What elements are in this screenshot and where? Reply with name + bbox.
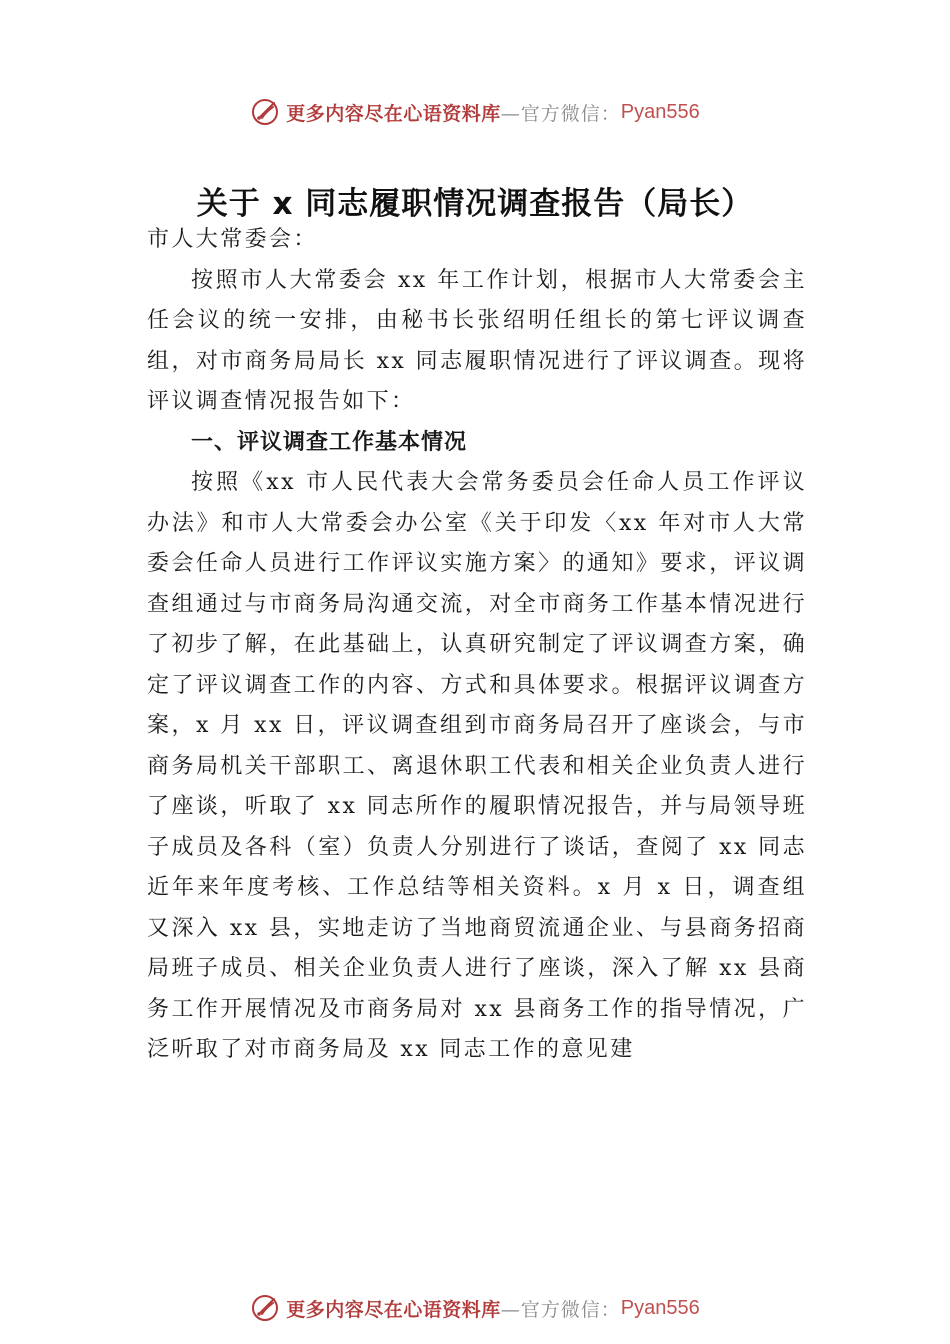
- footer-watermark-banner: [0, 1288, 950, 1328]
- section-heading: 一、评议调查工作基本情况: [191, 429, 468, 455]
- body-paragraph: 按照《xx 市人民代表大会常务委员会任命人员工作评议办法》和市人大常委会办公室《关于印发〈xx 年对市人大常委会任命人员进行工作评议实施方案〉的通知》要求，评议调查组通过与市商务局沟通交流，对全市商务工作基本情况进行了初步了解，在此基础上，认真研究制定了评议调查方案，确定了评议调查工作的内容、方式和具体要求。根据评议调查方案，x 月 xx 日，评议调查组到市商务局召开了座谈会，与市商务局机关干部职工、离退休职工代表和相关企业负责人进行了座谈，听取了 xx 同志所作的履职情况报告，并与局领导班子成员及各科（室）负责人分别进行了谈话，查阅了 xx 同志近年来年度考核、工作总结等相关资料。x 月 x 日，调查组又深入 xx 县，实地走访了当地商贸流通企业、与县商务招商局班子成员、相关企业负责人进行了座谈，深入了解 xx 县商务工作开展情况及市商务局对 xx 县商务工作的指导情况，广泛听取了对市商务局及 xx 同志工作的意见建: [147, 470, 807, 1062]
- banner-library-text: 更多内容尽在心语资料库: [286, 1298, 501, 1321]
- banner-wechat-id: Pyan556: [620, 1296, 700, 1319]
- quill-logo-icon: [250, 97, 280, 127]
- document-body: [147, 220, 807, 1071]
- intro-paragraph: 按照市人大常委会 xx 年工作计划，根据市人大常委会主任会议的统一安排，由秘书长张绍明任组长的第七评议调查组，对市商务局局长 xx 同志履职情况进行了评议调查。现将评议调查情况报告如下：: [147, 267, 807, 414]
- banner-wechat-label: —官方微信：: [500, 102, 621, 125]
- header-watermark-banner: [0, 92, 950, 132]
- salutation: 市人大常委会：: [147, 227, 318, 252]
- quill-logo-icon: [250, 1293, 280, 1323]
- banner-wechat-label: —官方微信：: [500, 1298, 621, 1321]
- document-title: 关于 x 同志履职情况调查报告（局长）: [196, 186, 754, 222]
- banner-wechat-id: Pyan556: [620, 100, 700, 123]
- banner-library-text: 更多内容尽在心语资料库: [286, 102, 501, 125]
